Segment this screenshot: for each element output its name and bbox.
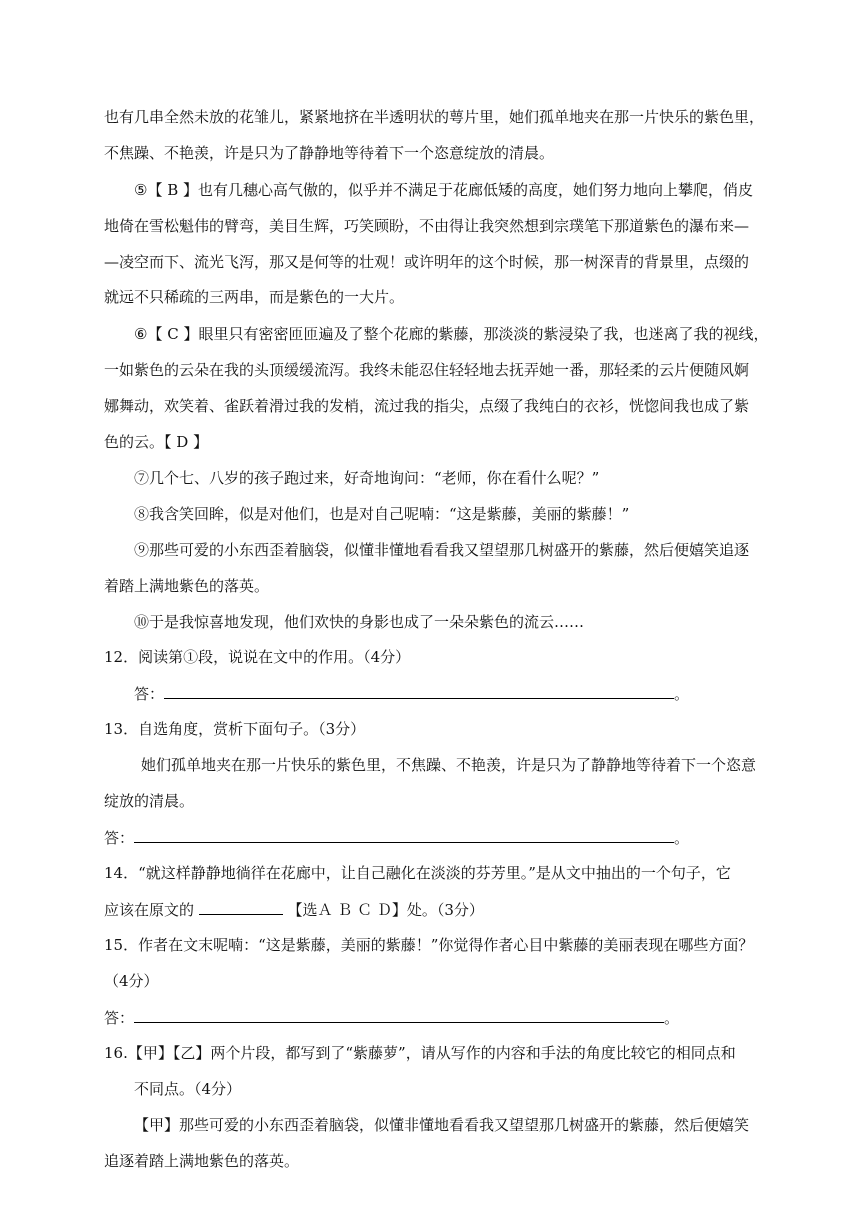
paragraph-5-line: ⑤【 B 】也有几穗心高气傲的，似乎并不满足于花廊低矮的高度，她们努力地向上攀爬，俏皮 bbox=[134, 181, 754, 199]
answer-label: 答： bbox=[104, 1009, 135, 1027]
answer-label: 答： bbox=[134, 685, 165, 703]
period: 。 bbox=[674, 685, 690, 703]
answer-label: 答： bbox=[104, 829, 135, 847]
answer-blank[interactable] bbox=[134, 1007, 664, 1023]
question-15-answer-line bbox=[104, 1007, 679, 1028]
question-12-answer-line bbox=[134, 683, 689, 704]
question-13-answer-line bbox=[104, 827, 689, 848]
excerpt-jia-line: 【甲】那些可爱的小东西歪着脑袋，似懂非懂地看看我又望望那几树盛开的紫藤，然后便嬉笑 bbox=[134, 1116, 750, 1134]
question-15-line: （4分） bbox=[104, 972, 159, 990]
question-14-text: 应该在原文的 bbox=[104, 901, 199, 919]
answer-blank[interactable] bbox=[199, 899, 283, 915]
answer-blank[interactable] bbox=[134, 827, 674, 843]
paragraph-5-line: —凌空而下、流光飞泻，那又是何等的壮观！或许明年的这个时候，那一树深青的背景里，点缀的 bbox=[104, 253, 750, 271]
question-16-line: 不同点。（4分） bbox=[134, 1080, 242, 1098]
paragraph-5-line: 就远不只稀疏的三两串，而是紫色的一大片。 bbox=[104, 288, 405, 306]
question-13-quote-line: 她们孤单地夹在那一片快乐的紫色里，不焦躁、不艳羡，许是只为了静静地等待着下一个恣意 bbox=[141, 756, 757, 774]
paragraph-4-line: 也有几串全然未放的花雏儿，紧紧地挤在半透明状的萼片里，她们孤单地夹在那一片快乐的紫色里， bbox=[104, 108, 765, 126]
paragraph-6-line: 色的云。【 D 】 bbox=[104, 433, 209, 451]
paragraph-6-line: 一如紫色的云朵在我的头顶缓缓流泻。我终未能忍住轻轻地去抚弄她一番，那轻柔的云片便随风婀 bbox=[104, 361, 750, 379]
question-13: 13．自选角度，赏析下面句子。（3分） bbox=[104, 720, 366, 738]
paragraph-7: ⑦几个七、八岁的孩子跑过来，好奇地询问：“老师，你在看什么呢？” bbox=[134, 469, 600, 487]
period: 。 bbox=[674, 829, 690, 847]
question-12: 12．阅读第①段，说说在文中的作用。（4分） bbox=[104, 648, 411, 666]
question-14-line bbox=[104, 899, 484, 920]
paragraph-8: ⑧我含笑回眸，似是对他们，也是对自己呢喃：“这是紫藤，美丽的紫藤！” bbox=[134, 505, 630, 523]
question-14-line: 14．“就这样静静地徜徉在花廊中，让自己融化在淡淡的芬芳里。”是从文中抽出的一个句子，它 bbox=[104, 864, 731, 882]
paragraph-6-line: ⑥【 C 】眼里只有密密匝匝遍及了整个花廊的紫藤，那淡淡的紫浸染了我，也迷离了我的视线， bbox=[134, 325, 769, 343]
paragraph-6-line: 娜舞动，欢笑着、雀跃着滑过我的发梢，流过我的指尖，点缀了我纯白的衣衫，恍惚间我也成了紫 bbox=[104, 397, 750, 415]
paragraph-10: ⑩于是我惊喜地发现，他们欢快的身影也成了一朵朵紫色的流云…… bbox=[134, 613, 585, 631]
question-16-line: 16.【甲】【乙】两个片段，都写到了“紫藤萝”，请从写作的内容和手法的角度比较它的相同点和 bbox=[104, 1044, 736, 1062]
question-14-text: 【选Ａ Ｂ Ｃ Ｄ】处。（3分） bbox=[282, 901, 484, 919]
period: 。 bbox=[664, 1009, 680, 1027]
excerpt-jia-line: 追逐着踏上满地紫色的落英。 bbox=[104, 1152, 300, 1170]
paragraph-4-line: 不焦躁、不艳羡，许是只为了静静地等待着下一个恣意绽放的清晨。 bbox=[104, 144, 555, 162]
answer-blank[interactable] bbox=[164, 683, 674, 699]
question-13-quote-line: 绽放的清晨。 bbox=[104, 792, 195, 810]
paragraph-5-line: 地倚在雪松魁伟的臂弯，美目生辉，巧笑顾盼，不由得让我突然想到宗璞笔下那道紫色的瀑布来— bbox=[104, 217, 750, 235]
paragraph-9-line: 着踏上满地紫色的落英。 bbox=[104, 577, 270, 595]
paragraph-9-line: ⑨那些可爱的小东西歪着脑袋，似懂非懂地看看我又望望那几树盛开的紫藤，然后便嬉笑追逐 bbox=[134, 541, 750, 559]
question-15-line: 15．作者在文末呢喃：“这是紫藤，美丽的紫藤！”你觉得作者心目中紫藤的美丽表现在哪些方面？ bbox=[104, 936, 754, 954]
